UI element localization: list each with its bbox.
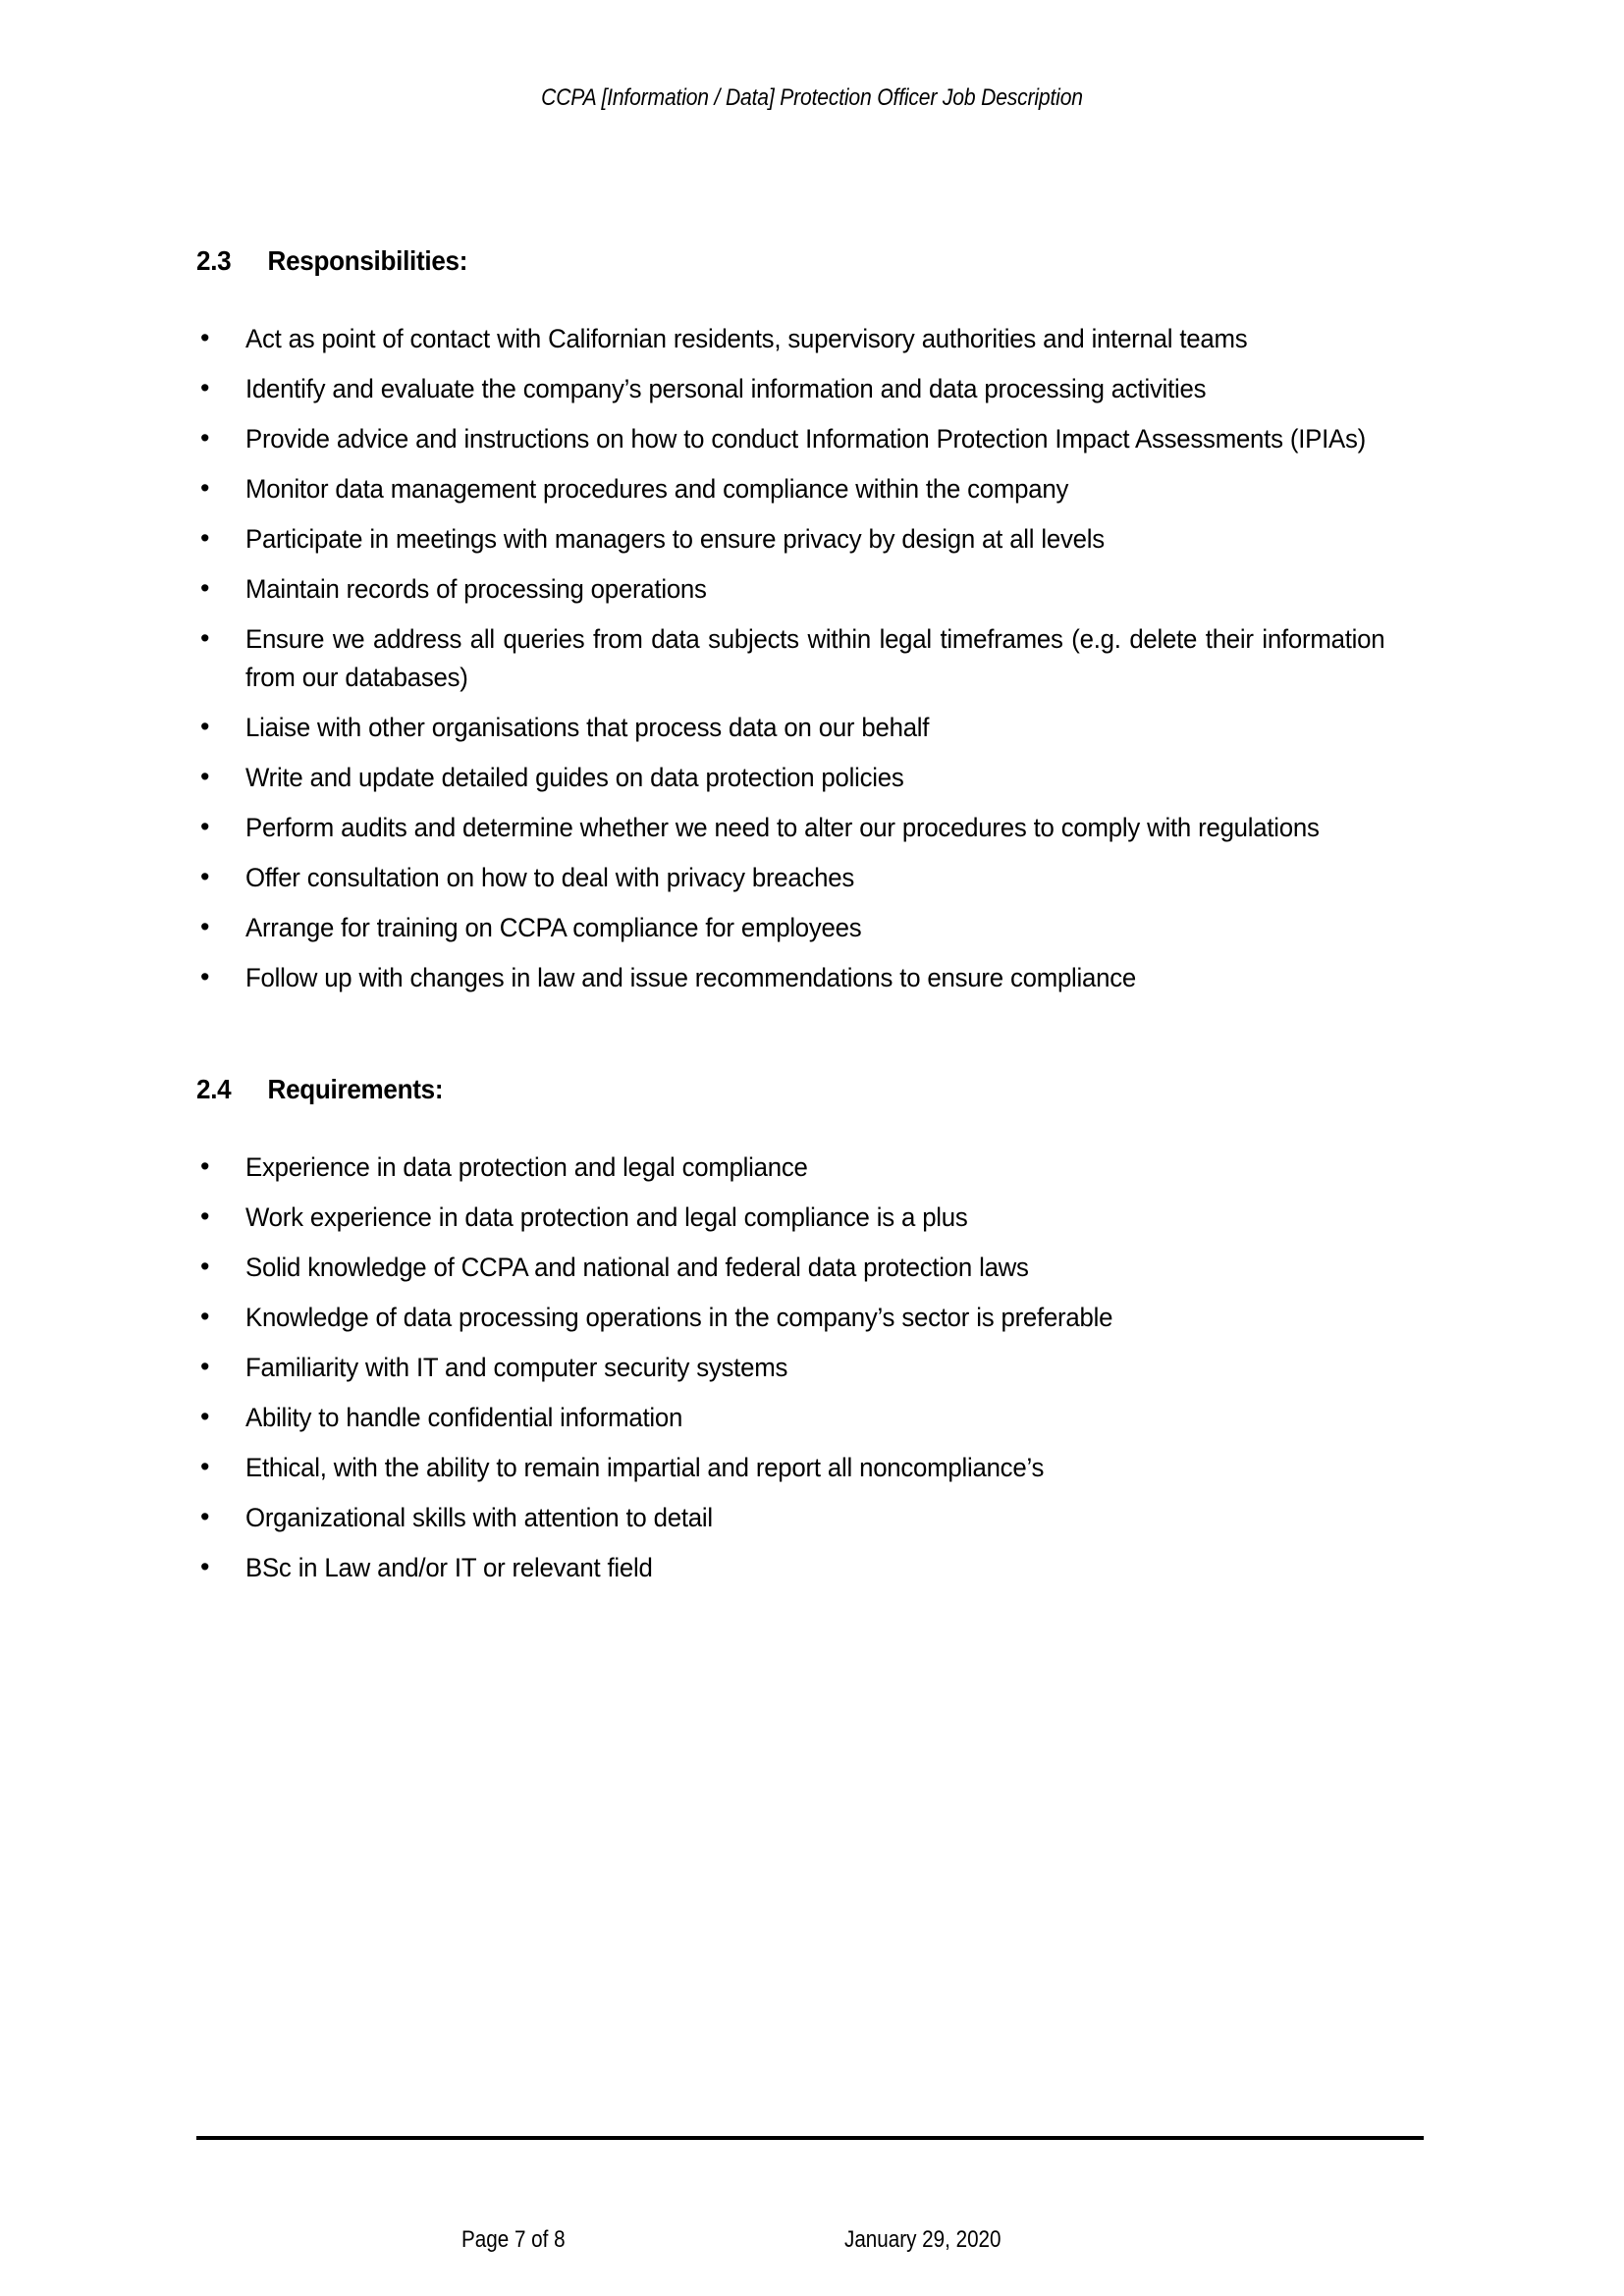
list-item <box>196 420 1438 458</box>
list-item-text: • Ability to handle confidential information <box>245 1403 683 1432</box>
list-item-text: • Knowledge of data processing operations in the company’s sector is preferable <box>245 1303 1113 1332</box>
list-item-text: • Monitor data management procedures and compliance within the company <box>245 474 1069 504</box>
list-item-text: • Act as point of contact with Californian residents, supervisory authorities and internal teams <box>245 324 1248 353</box>
list-item-text: • Participate in meetings with managers to ensure privacy by design at all levels <box>245 524 1105 554</box>
page-footer <box>196 2226 1424 2262</box>
list-item <box>196 709 1438 747</box>
list-item <box>196 1199 1438 1237</box>
list-item-text: • Ensure we address all queries from data subjects within legal timeframes (e.g. delete their information from our databases) <box>245 624 1385 692</box>
list-item <box>196 1499 1438 1537</box>
list-item-text: • Familiarity with IT and computer security systems <box>245 1353 788 1382</box>
list-item-text: • Experience in data protection and legal compliance <box>245 1152 808 1182</box>
list-item <box>196 1249 1438 1287</box>
list-item-text: • Write and update detailed guides on data protection policies <box>245 763 904 792</box>
responsibilities-list <box>196 320 1438 997</box>
list-item-text: • Provide advice and instructions on how to conduct Information Protection Impact Assessments (IPIAs) <box>245 424 1366 454</box>
section-heading-requirements <box>196 1074 1351 1105</box>
list-item <box>196 959 1438 997</box>
section-requirements <box>196 1074 1438 1587</box>
list-item-text: • Work experience in data protection and legal compliance is a plus <box>245 1202 968 1232</box>
section-title: Requirements: <box>267 1074 444 1104</box>
list-item <box>196 859 1438 897</box>
list-item <box>196 520 1438 559</box>
footer-date: January 29, 2020 <box>844 2226 1001 2253</box>
list-item-text: • Offer consultation on how to deal with privacy breaches <box>245 863 855 892</box>
list-item <box>196 909 1438 947</box>
section-number: 2.4 <box>196 1074 232 1104</box>
list-item-text: • Maintain records of processing operations <box>245 574 707 604</box>
list-item-text: • BSc in Law and/or IT or relevant field <box>245 1553 653 1582</box>
list-item <box>196 470 1438 508</box>
list-item <box>196 1399 1438 1437</box>
running-header: CCPA [Information / Data] Protection Officer Job Description <box>541 84 1083 111</box>
section-responsibilities <box>196 245 1438 997</box>
list-item-text: • Identify and evaluate the company’s personal information and data processing activities <box>245 374 1207 403</box>
list-item-text: • Ethical, with the ability to remain impartial and report all noncompliance’s <box>245 1453 1045 1482</box>
list-item <box>196 370 1438 408</box>
list-item <box>196 1148 1438 1187</box>
list-item <box>196 1449 1438 1487</box>
list-item <box>196 570 1438 609</box>
list-item <box>196 759 1438 797</box>
requirements-list <box>196 1148 1438 1587</box>
section-title: Responsibilities: <box>267 245 468 276</box>
list-item-text: • Perform audits and determine whether we need to alter our procedures to comply with regulations <box>245 813 1320 842</box>
list-item <box>196 1299 1438 1337</box>
footer-divider <box>196 2136 1424 2140</box>
document-body <box>196 245 1438 1587</box>
list-item-text: • Solid knowledge of CCPA and national and federal data protection laws <box>245 1253 1029 1282</box>
list-item <box>196 1349 1438 1387</box>
list-item-text: • Arrange for training on CCPA compliance for employees <box>245 913 862 942</box>
list-item <box>196 620 1438 697</box>
list-item <box>196 809 1438 847</box>
section-heading-responsibilities <box>196 245 1351 277</box>
footer-page-number: Page 7 of 8 <box>461 2226 566 2253</box>
list-item-text: • Liaise with other organisations that process data on our behalf <box>245 713 930 742</box>
list-item <box>196 320 1438 358</box>
section-number: 2.3 <box>196 245 232 276</box>
list-item-text: • Organizational skills with attention to detail <box>245 1503 713 1532</box>
list-item <box>196 1549 1438 1587</box>
list-item-text: • Follow up with changes in law and issue recommendations to ensure compliance <box>245 963 1136 992</box>
